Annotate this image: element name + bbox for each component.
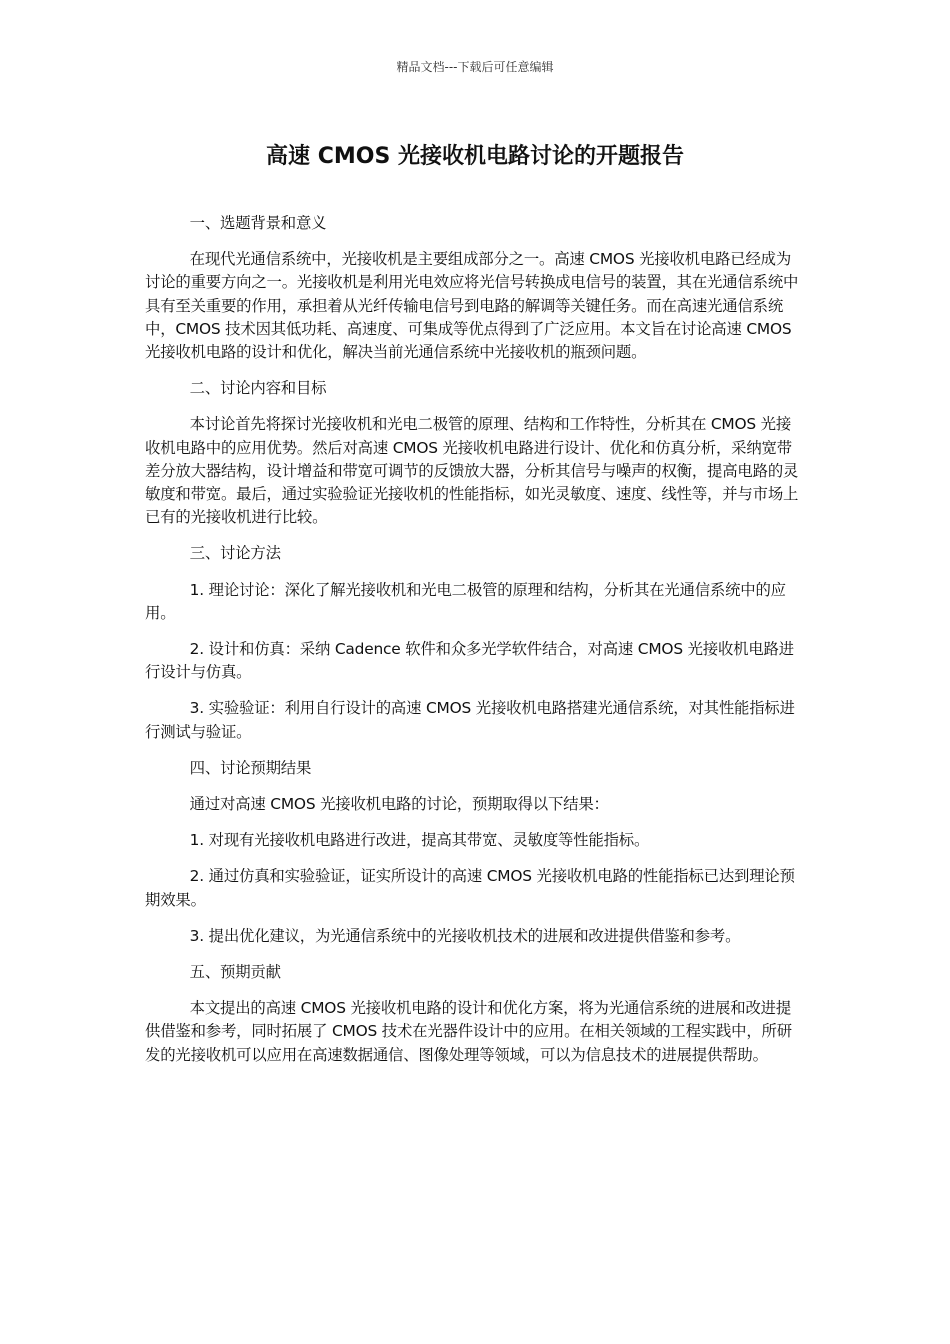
paragraph-content-goals: 本讨论首先将探讨光接收机和光电二极管的原理、结构和工作特性，分析其在 CMOS 光接收机电路中的应用优势。然后对高速 CMOS 光接收机电路进行设计、优化和仿真分析，采纳宽带差分放大器结构，设计增益和带宽可调节的反馈放大器，分析其信号与噪声的权衡，提高电路的灵敏度和带宽。最后，通过实验验证光接收机的性能指标，如光灵敏度、速度、线性等，并与市场上已有的光接收机进行比较。 — [145, 415, 799, 527]
paragraph-method-design: 2. 设计和仿真：采纳 Cadence 软件和众多光学软件结合，对高速 CMOS 光接收机电路进行设计与仿真。 — [145, 640, 794, 682]
section-heading-expected-results: 四、讨论预期结果 — [189, 758, 312, 777]
section-heading-background: 一、选题背景和意义 — [189, 214, 327, 232]
page-header-note: 精品文档---下载后可任意编辑 — [396, 60, 554, 74]
paragraph-contribution: 本文提出的高速 CMOS 光接收机电路的设计和优化方案，将为光通信系统的进展和改进提供借鉴和参考，同时拓展了 CMOS 技术在光器件设计中的应用。在相关领域的工程实践中，所研发的光接收机可以应用在高速数据通信、图像处理等领域，可以为信息技术的进展提供帮助。 — [145, 999, 792, 1064]
document-body — [145, 212, 805, 1080]
paragraph-results-intro: 通过对高速 CMOS 光接收机电路的讨论，预期取得以下结果： — [189, 795, 609, 814]
section-heading-content-goals: 二、讨论内容和目标 — [189, 379, 327, 398]
paragraph-method-theory: 1. 理论讨论：深化了解光接收机和光电二极管的原理和结构，分析其在光通信系统中的应用。 — [145, 580, 786, 622]
paragraph-background: 在现代光通信系统中，光接收机是主要组成部分之一。高速 CMOS 光接收机电路已经成为讨论的重要方向之一。光接收机是利用光电效应将光信号转换成电信号的装置，其在光通信系统中具有至关重要的作用，承担着从光纤传输电信号到电路的解调等关键任务。而在高速光通信系统中，CMOS 技术因其低功耗、高速度、可集成等优点得到了广泛应用。本文旨在讨论高速 CMOS 光接收机电路的设计和优化，解决当前光通信系统中光接收机的瓶颈问题。 — [145, 250, 799, 362]
paragraph-result-2: 2. 通过仿真和实验验证，证实所设计的高速 CMOS 光接收机电路的性能指标已达到理论预期效果。 — [145, 867, 795, 909]
paragraph-result-3: 3. 提出优化建议，为光通信系统中的光接收机技术的进展和改进提供借鉴和参考。 — [189, 926, 741, 945]
paragraph-method-experiment: 3. 实验验证：利用自行设计的高速 CMOS 光接收机电路搭建光通信系统，对其性能指标进行测试与验证。 — [145, 699, 795, 741]
section-heading-methods: 三、讨论方法 — [189, 544, 281, 563]
section-heading-contribution: 五、预期贡献 — [189, 963, 281, 982]
document-title: 高速 CMOS 光接收机电路讨论的开题报告 — [266, 144, 684, 169]
paragraph-result-1: 1. 对现有光接收机电路进行改进，提高其带宽、灵敏度等性能指标。 — [189, 831, 650, 850]
